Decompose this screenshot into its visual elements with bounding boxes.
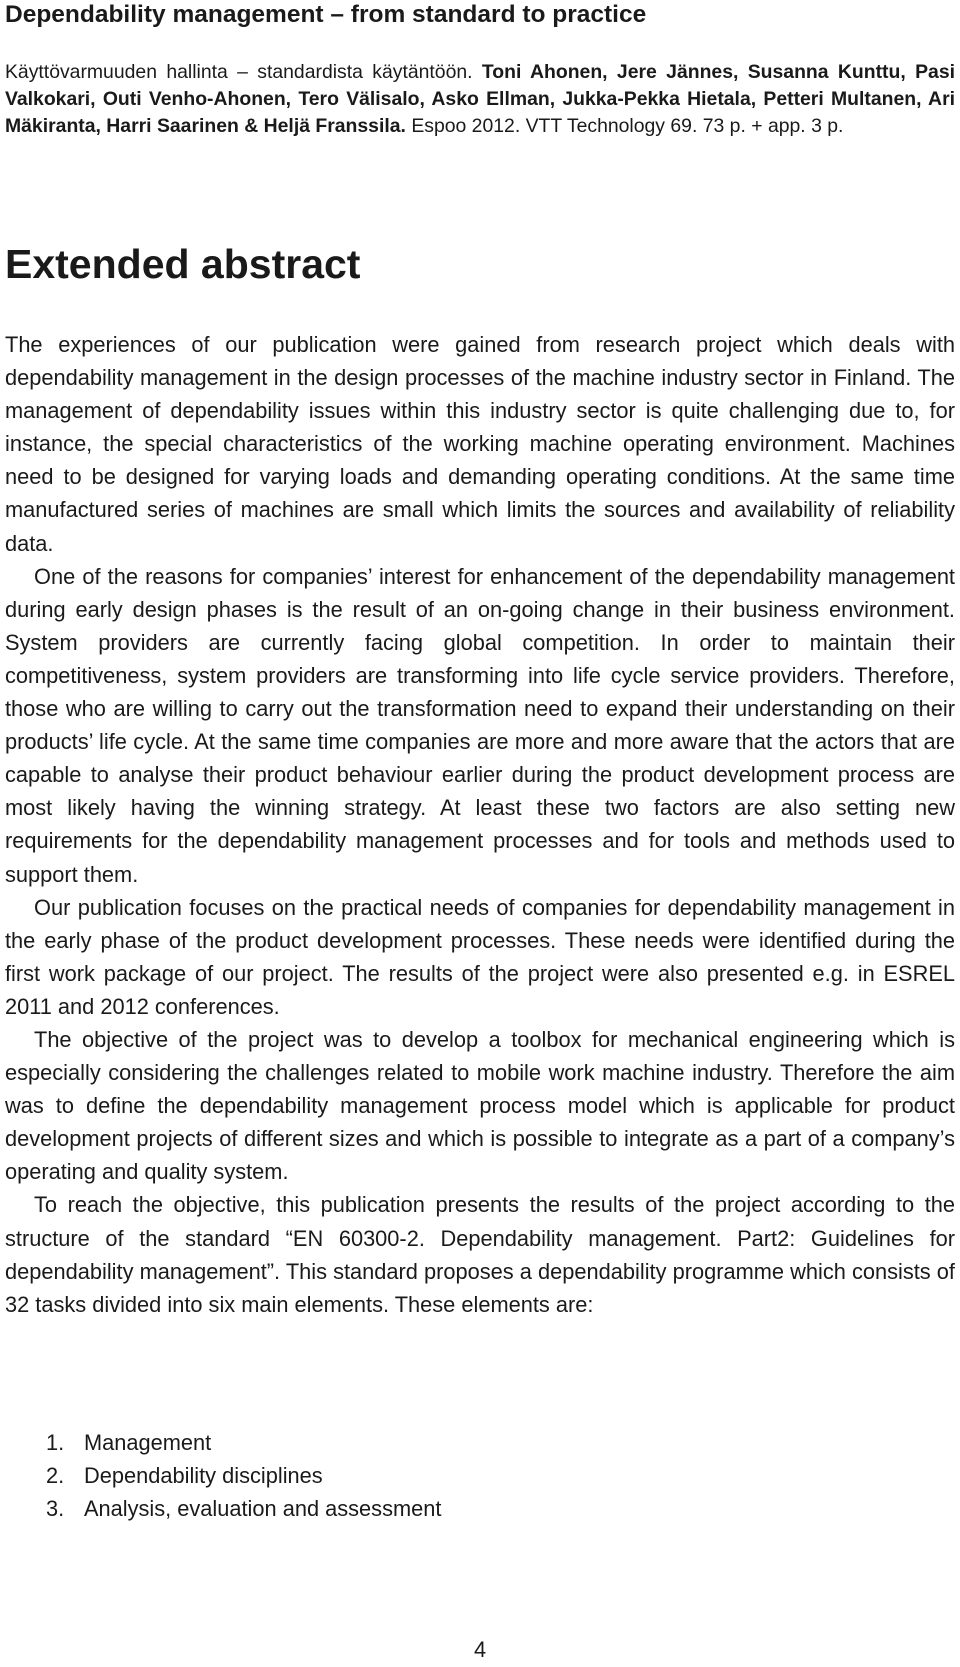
paragraph: To reach the objective, this publication presents the results of the project according to the structure of the standard “EN 60300-2. Dependability management. Part2: Guidelines for dependability management”. This standard proposes a dependability programme which consists of 32 tasks divided into six main elements. These elements are: — [5, 1192, 955, 1317]
list-item-number: 2. — [46, 1463, 65, 1488]
abstract-body — [5, 328, 955, 1321]
citation-authors: Toni Ahonen, Jere Jännes, Susanna Kunttu, Pasi Valkokari, Outi Venho-Ahonen, Tero Välisalo, Asko Ellman, Jukka-Pekka Hietala, Petteri Multanen, Ari Mäkiranta, Harri Saarinen & Heljä Franssila. — [5, 61, 955, 138]
list-item-text: Dependability disciplines — [84, 1463, 323, 1488]
list-item-text: Analysis, evaluation and assessment — [84, 1496, 442, 1521]
citation-details: Espoo 2012. VTT Technology 69. 73 p. + app. 3 p. — [411, 115, 844, 138]
paragraph: One of the reasons for companies’ interest for enhancement of the dependability management during early design phases is the result of an on-going change in their business environment. System providers are currently facing global competition. In order to maintain their competitiveness, system providers are transforming into life cycle service providers. Therefore, those who are willing to carry out the transformation need to expand their understanding on their products’ life cycle. At the same time companies are more and more aware that the actors that are capable to analyse their product behaviour earlier during the product development process are most likely having the winning strategy. At least these two factors are also setting new requirements for the dependability management processes and for tools and methods used to support them. — [5, 563, 955, 887]
paragraph: Our publication focuses on the practical needs of companies for dependability management in the early phase of the product development processes. These needs were identified during the first work package of our project. The results of the project were also presented e.g. in ESREL 2011 and 2012 conferences. — [5, 894, 955, 1019]
section-heading: Extended abstract — [5, 241, 361, 287]
list-item-text: Management — [84, 1430, 212, 1455]
paragraph: The objective of the project was to develop a toolbox for mechanical engineering which is especially considering the challenges related to mobile work machine industry. Therefore the aim was to define the dependability management process model which is applicable for product development projects of different sizes and which is possible to integrate as a part of a company’s operating and quality system. — [5, 1026, 955, 1185]
list-item — [5, 1459, 441, 1492]
list-item-number: 3. — [46, 1496, 65, 1521]
list-item — [5, 1426, 441, 1459]
list-item — [5, 1492, 441, 1525]
page-number: 4 — [474, 1637, 487, 1662]
citation-lead: Käyttövarmuuden hallinta – standardista käytäntöön. — [5, 61, 473, 83]
document-title: Dependability management – from standard to practice — [5, 1, 647, 28]
citation — [5, 59, 955, 141]
elements-list — [5, 1426, 441, 1525]
list-item-number: 1. — [46, 1430, 65, 1455]
paragraph: The experiences of our publication were gained from research project which deals with dependability management in the design processes of the machine industry sector in Finland. The management of dependability issues within this industry sector is quite challenging due to, for instance, the special characteristics of the working machine operating environment. Machines need to be designed for varying loads and demanding operating conditions. At the same time manufactured series of machines are small which limits the sources and availability of reliability data. — [5, 332, 955, 556]
